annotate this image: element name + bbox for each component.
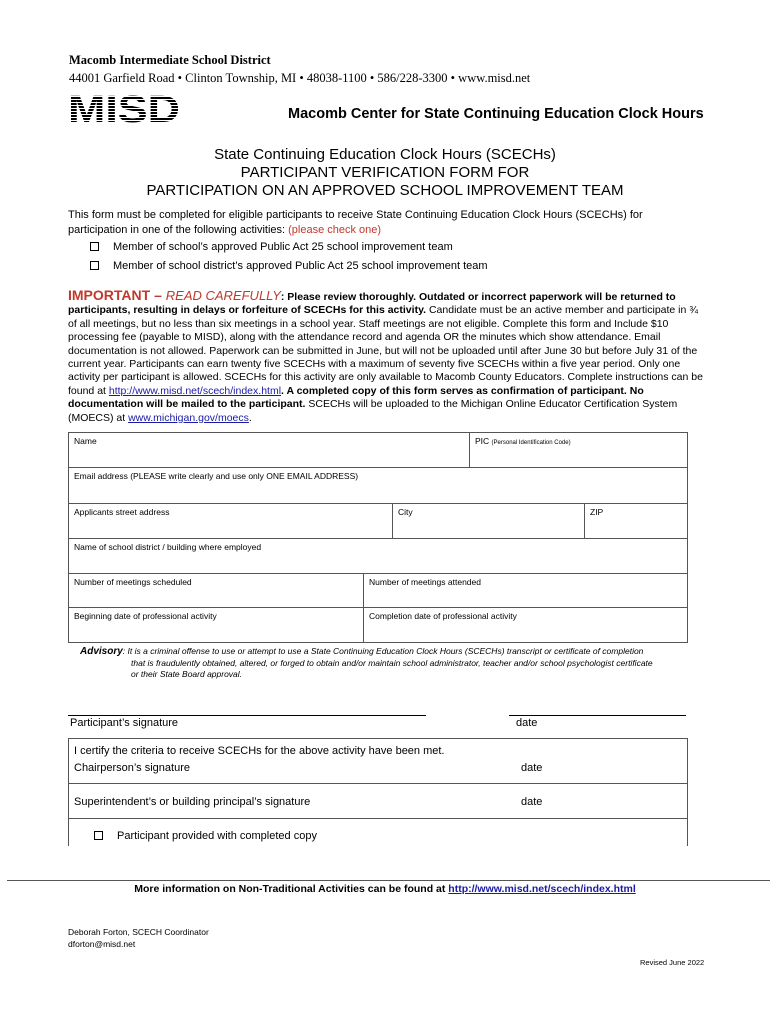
participant-date-line[interactable]	[509, 715, 686, 716]
participant-date-label: date	[516, 717, 538, 729]
pic-note: (Personal Identification Code)	[491, 440, 571, 446]
end-date-label: Completion date of professional activity	[369, 611, 517, 621]
meetings-attended-field[interactable]	[363, 573, 688, 608]
certify-statement: I certify the criteria to receive SCECHs for the above activity have been met.	[74, 745, 445, 757]
zip-field[interactable]	[584, 503, 688, 539]
important-bold2: . A completed copy of this form serves as confirmation of participant. No documentation will be mailed to the participant.	[68, 384, 644, 411]
option-school-team[interactable]	[90, 241, 453, 253]
moecs-link[interactable]: www.michigan.gov/moecs	[128, 411, 249, 424]
important-label: IMPORTANT	[68, 287, 151, 303]
checkbox[interactable]	[90, 261, 99, 270]
coordinator-email: dforton@misd.net	[68, 939, 136, 949]
center-title: Macomb Center for State Continuing Education Clock Hours	[288, 106, 704, 122]
superintendent-date-label: date	[521, 796, 543, 808]
important-end: .	[248, 411, 252, 424]
email-label: Email address (PLEASE write clearly and use only ONE EMAIL ADDRESS)	[74, 471, 359, 481]
name-field[interactable]	[68, 432, 470, 468]
pic-label: PIC	[475, 436, 490, 446]
street-field[interactable]	[68, 503, 393, 539]
checkbox[interactable]	[90, 242, 99, 251]
coordinator-name: Deborah Forton, SCECH Coordinator	[68, 927, 209, 937]
option-district-team[interactable]	[90, 260, 488, 272]
advisory-line1: : It is a criminal offense to use or attempt to use a State Continuing Education Clock Hours (SCECHs) transcript or certificate of completion	[122, 646, 644, 656]
city-field[interactable]	[392, 503, 585, 539]
participant-signature-line[interactable]	[68, 715, 426, 716]
checkbox[interactable]	[94, 831, 103, 840]
advisory-label: Advisory	[80, 646, 123, 657]
intro-paragraph	[68, 208, 698, 238]
revision-date: Revised June 2022	[640, 958, 705, 967]
more-info-text: More information on Non-Traditional Activities can be found at	[134, 883, 449, 895]
instructions-link[interactable]: http://www.misd.net/scech/index.html	[108, 384, 282, 397]
option-label: Member of school district’s approved Public Act 25 school improvement team	[113, 260, 488, 272]
important-bold1: : Please review thoroughly. Outdated or incorrect paperwork will be returned to participants, resulting in delays or forfeiture of SCECHs for this activity.	[68, 291, 676, 317]
participant-signature-label: Participant’s signature	[70, 717, 179, 729]
begin-date-field[interactable]	[68, 607, 364, 643]
form-title-line1: State Continuing Education Clock Hours (SCECHs)	[214, 146, 556, 163]
chairperson-signature-line[interactable]	[68, 783, 688, 784]
district-label: Name of school district / building where employed	[74, 542, 262, 552]
org-name: Macomb Intermediate School District	[69, 53, 271, 67]
district-field[interactable]	[68, 538, 688, 574]
advisory-notice	[80, 646, 680, 681]
copy-provided-label: Participant provided with completed copy	[117, 830, 317, 842]
city-label: City	[398, 507, 413, 517]
meetings-scheduled-field[interactable]	[68, 573, 364, 608]
meetings-scheduled-label: Number of meetings scheduled	[74, 577, 192, 587]
important-notice	[68, 289, 704, 425]
form-title-line3: PARTICIPATION ON AN APPROVED SCHOOL IMPROVEMENT TEAM	[146, 182, 624, 199]
coordinator-contact	[68, 926, 209, 950]
copy-provided-option[interactable]	[94, 830, 317, 842]
important-body1: Candidate must be an active member and participate in ¾ of all meetings, but no less than six meetings in a school year. Staff meetings are not eligible. Complete this form and Include $10 processing fee (payable to MISD), along with the attendance record and agenda OR the minutes which show attendance. Email documentation is not allowed. Paperwork can be submitted in June, but will not be uploaded until after June 30 but before July 31 of the current year. Participants can earn twenty five SCECHs with a maximum of seventy five SCECHs within a five year period. Only one activity per participant is allowed. SCECHs for this activity are only available to Macomb County Educators. Complete instructions can be found at	[68, 304, 703, 397]
meetings-attended-label: Number of meetings attended	[369, 577, 481, 587]
superintendent-signature-line[interactable]	[68, 818, 688, 819]
chairperson-date-label: date	[521, 762, 543, 774]
intro-text: This form must be completed for eligible participants to receive State Continuing Education Clock Hours (SCECHs) for participation in one of the following activities:	[68, 209, 643, 236]
name-label: Name	[74, 436, 97, 446]
footer-divider	[7, 880, 770, 881]
more-info-link[interactable]: http://www.misd.net/scech/index.html	[448, 883, 636, 895]
pic-field[interactable]	[469, 432, 688, 468]
important-dash: –	[150, 287, 166, 303]
end-date-field[interactable]	[363, 607, 688, 643]
more-info	[0, 883, 770, 895]
form-title-line2: PARTICIPANT VERIFICATION FORM FOR	[240, 164, 530, 181]
street-label: Applicants street address	[74, 507, 170, 517]
email-field[interactable]	[68, 467, 688, 504]
chairperson-signature-label: Chairperson’s signature	[74, 762, 190, 774]
begin-date-label: Beginning date of professional activity	[74, 611, 217, 621]
misd-logo	[68, 94, 180, 124]
org-address: 44001 Garfield Road • Clinton Township, MI • 48038-1100 • 586/228-3300 • www.misd.net	[69, 71, 531, 85]
superintendent-signature-label: Superintendent’s or building principal’s signature	[74, 796, 311, 808]
logo-lettering: MISD	[68, 94, 180, 124]
advisory-line2: that is fraudulently obtained, altered, or forged to obtain and/or maintain school administrator, teacher and/or school psychologist certificate	[131, 657, 653, 668]
option-label: Member of school’s approved Public Act 25 school improvement team	[113, 241, 453, 253]
check-hint: (please check one)	[288, 224, 382, 236]
read-carefully: READ CAREFULLY	[165, 288, 281, 303]
zip-label: ZIP	[590, 507, 604, 517]
advisory-line3: or their State Board approval.	[131, 669, 243, 679]
important-body2: SCECHs will be uploaded to the Michigan Online Educator Certification System (MOECS) at	[68, 398, 678, 424]
